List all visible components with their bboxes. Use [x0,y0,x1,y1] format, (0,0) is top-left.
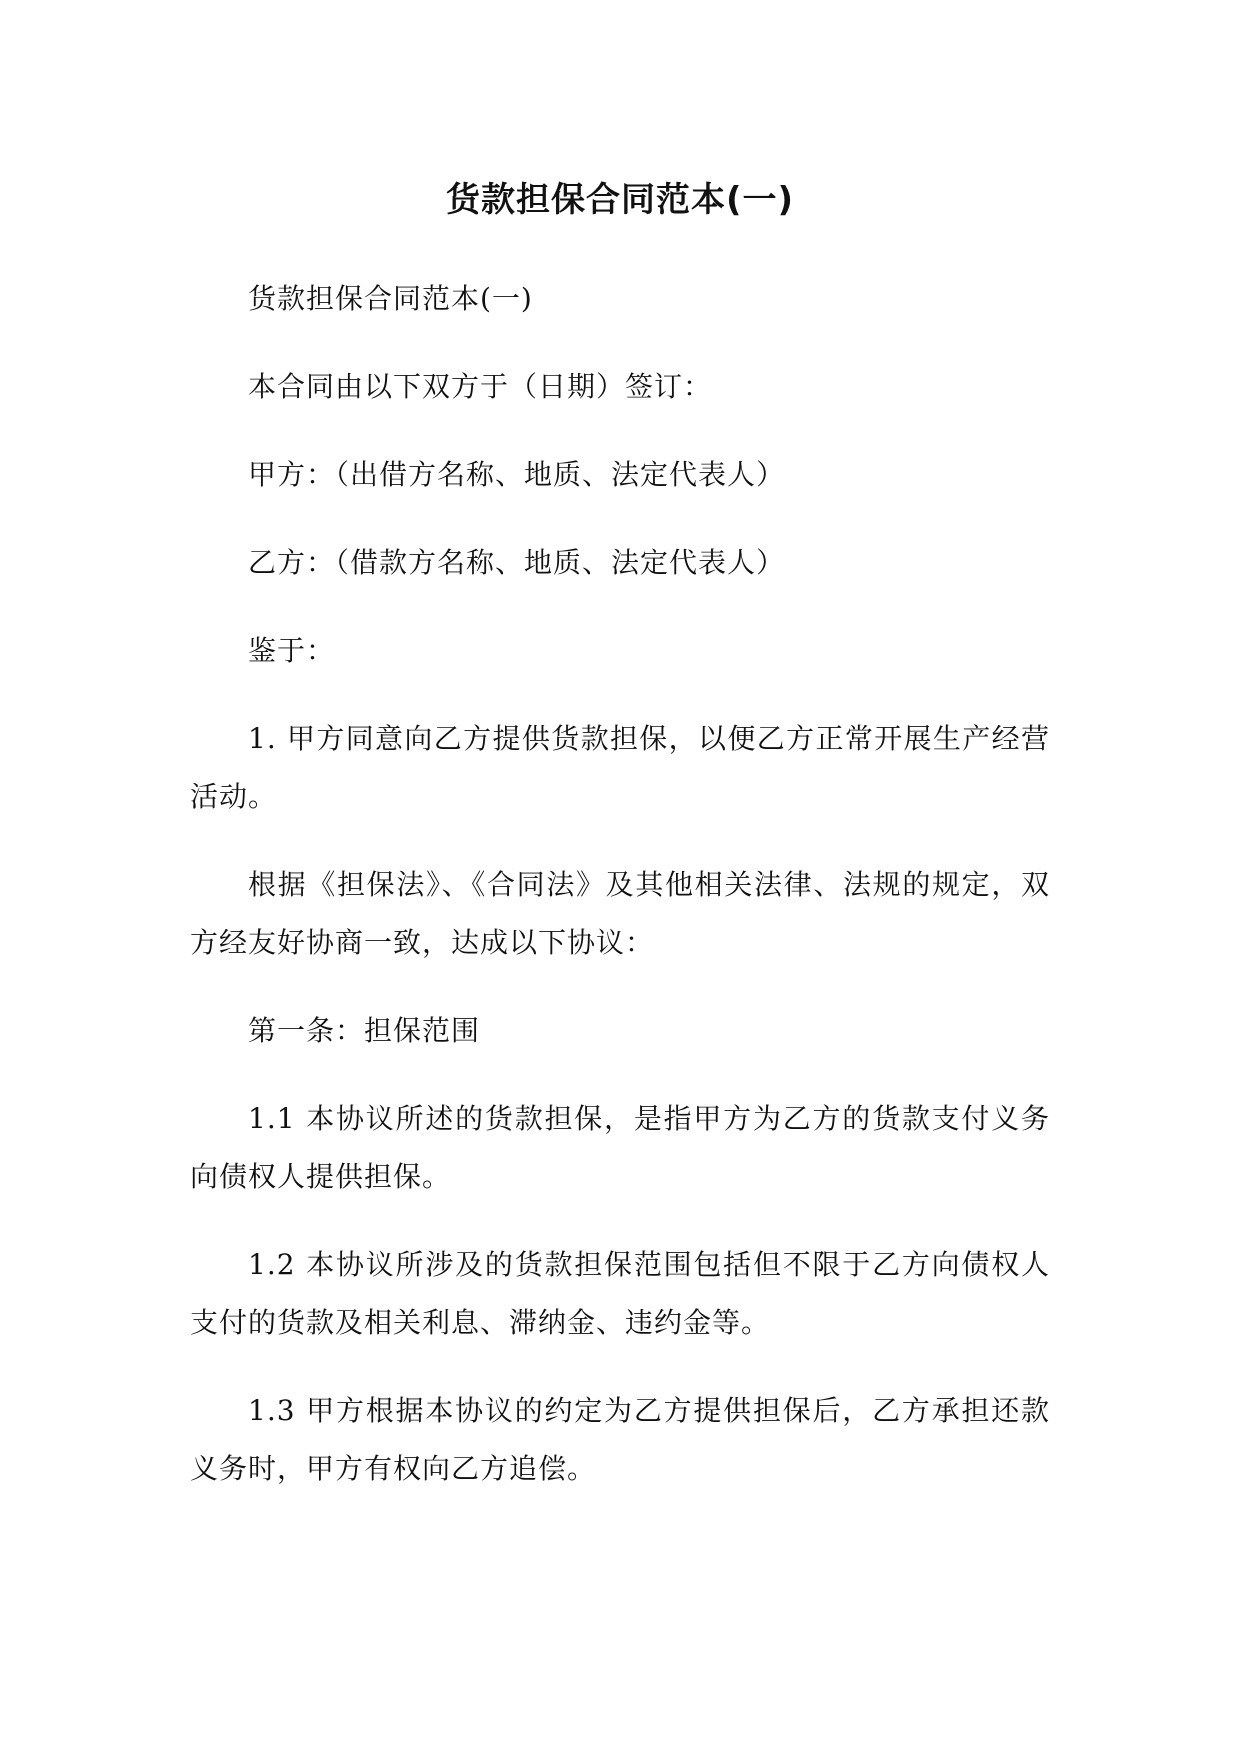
article-1-heading: 第一条：担保范围 [248,1014,481,1047]
clause-1-1: 1.1 本协议所述的货款担保，是指甲方为乙方的货款支付义务向债权人提供担保。 [190,1102,1050,1193]
paragraph-signing-date: 本合同由以下双方于（日期）签订： [248,370,713,403]
clause-1-3: 1.3 甲方根据本协议的约定为乙方提供担保后，乙方承担还款义务时，甲方有权向乙方追偿。 [190,1394,1050,1485]
paragraph-subtitle: 货款担保合同范本(一) [248,282,533,315]
paragraph-party-b: 乙方：（借款方名称、地质、法定代表人） [248,546,786,579]
paragraph-party-a: 甲方：（出借方名称、地质、法定代表人） [248,458,786,491]
document-body [190,270,1050,1528]
paragraph-legal-basis: 根据《担保法》、《合同法》及其他相关法律、法规的规定，双方经友好协商一致，达成以下协议： [190,868,1050,959]
clause-1-2: 1.2 本协议所涉及的货款担保范围包括但不限于乙方向债权人支付的货款及相关利息、滞纳金、违约金等。 [190,1248,1050,1339]
paragraph-whereas: 鉴于： [248,634,336,667]
paragraph-whereas-1: 1. 甲方同意向乙方提供货款担保，以便乙方正常开展生产经营活动。 [190,722,1050,813]
document-title: 货款担保合同范本(一) [445,180,795,220]
